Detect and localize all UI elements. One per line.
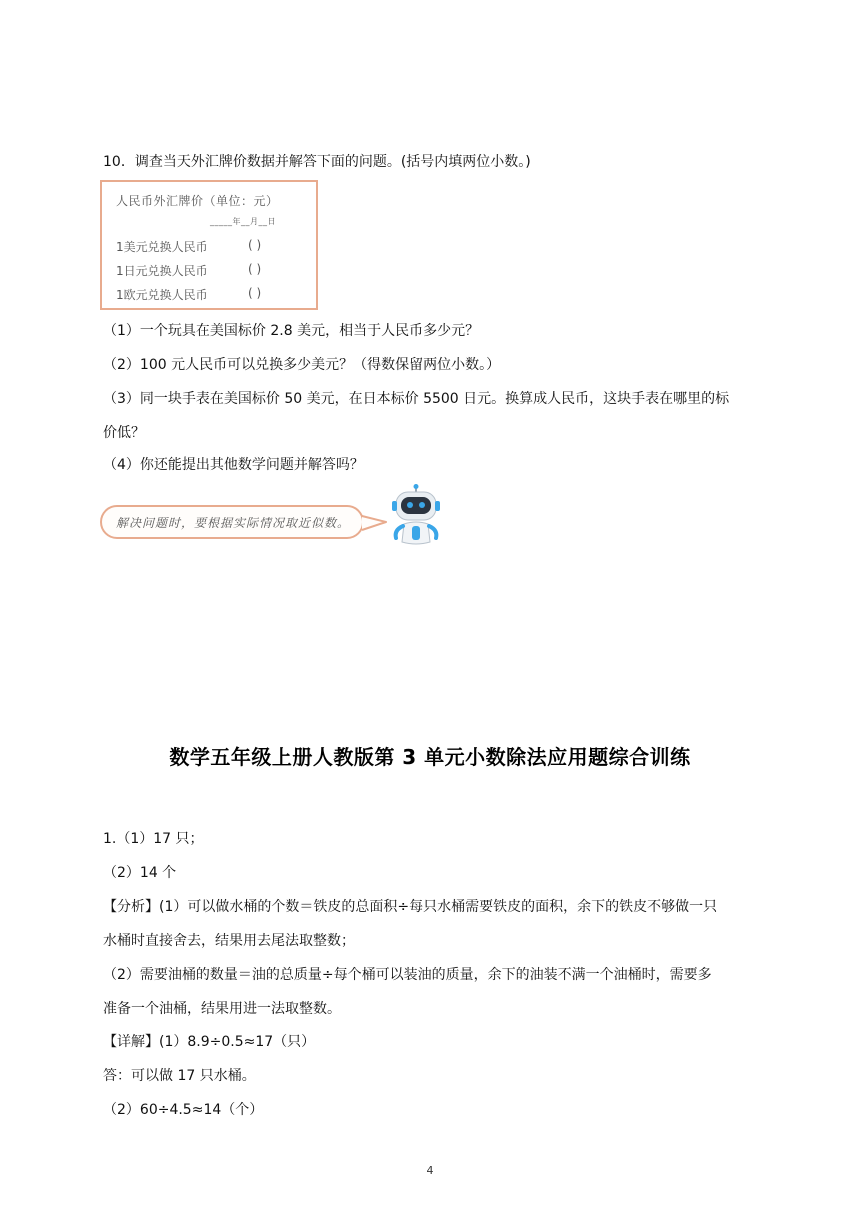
exchange-rate-table [100,180,318,310]
speech-bubble-tail-icon [360,512,390,534]
detail-line: （2）60÷4.5≈14（个） [103,1102,264,1118]
page-number: 4 [426,1164,434,1177]
rate-row-label: 1欧元兑换人民币 [116,288,208,302]
detail-line: 答：可以做 17 只水桶。 [103,1068,256,1084]
rate-table-date-line: _____年__月__日 [210,217,276,226]
rate-row-blank: ( ) [248,238,262,252]
analysis-line: 准备一个油桶，结果用进一法取整数。 [103,1001,341,1017]
rate-row-label: 1日元兑换人民币 [116,264,208,278]
analysis-line: 【分析】(1）可以做水桶的个数＝铁皮的总面积÷每只水桶需要铁皮的面积，余下的铁皮不够做一只 [103,899,718,915]
rate-table-header: 人民币外汇牌价（单位：元） [116,194,279,208]
robot-mascot-icon [388,484,444,546]
rate-row-blank: ( ) [248,262,262,276]
subquestion-4: （4）你还能提出其他数学问题并解答吗？ [103,457,364,473]
subquestion-1: （1）一个玩具在美国标价 2.8 美元，相当于人民币多少元？ [103,323,480,339]
answer-line: 1.（1）17 只； [103,831,204,847]
document-title: 数学五年级上册人教版第 3 单元小数除法应用题综合训练 [169,745,691,769]
subquestion-2: （2）100 元人民币可以兑换多少美元？（得数保留两位小数。） [103,357,501,373]
rate-row-label: 1美元兑换人民币 [116,240,208,254]
analysis-line: 水桶时直接舍去，结果用去尾法取整数； [103,933,355,949]
answer-line: （2）14 个 [103,865,177,881]
subquestion-3-continued: 价低？ [103,425,145,441]
analysis-line: （2）需要油桶的数量＝油的总质量÷每个桶可以装油的质量，余下的油装不满一个油桶时，需要多 [103,967,712,983]
subquestion-3: （3）同一块手表在美国标价 50 美元，在日本标价 5500 日元。换算成人民币，这块手表在哪里的标 [103,391,730,407]
tip-text: 解决问题时，要根据实际情况取近似数。 [116,516,351,530]
tip-speech-bubble [100,505,364,539]
rate-row-blank: ( ) [248,286,262,300]
detail-line: 【详解】(1）8.9÷0.5≈17（只） [103,1034,316,1050]
question-title: 10．调查当天外汇牌价数据并解答下面的问题。(括号内填两位小数。) [103,154,531,170]
